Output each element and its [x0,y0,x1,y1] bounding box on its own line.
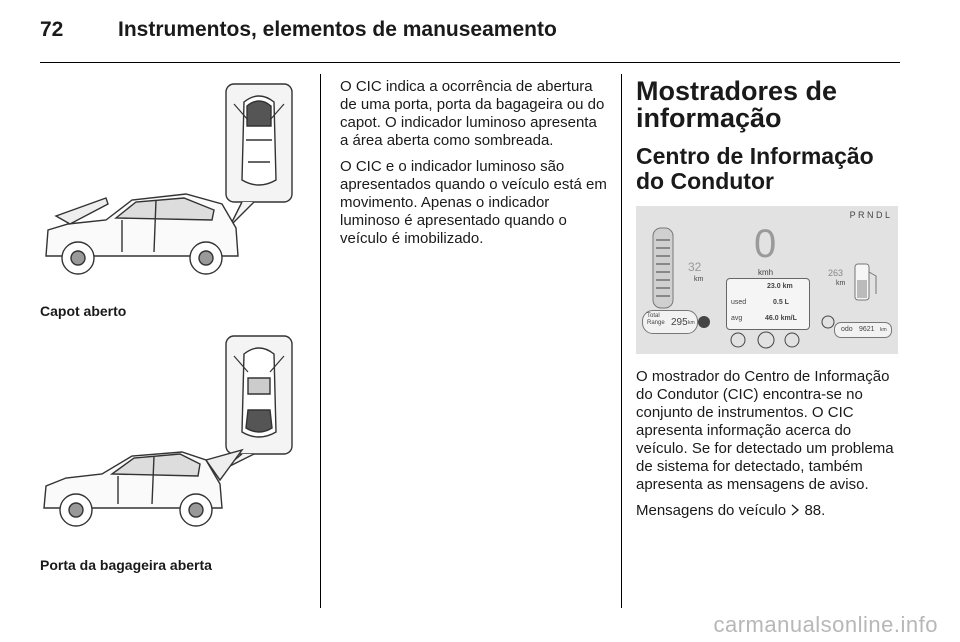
total-range-value: 295 [671,317,688,328]
vehicle-messages-reference [636,502,906,520]
page-title: Instrumentos, elementos de manuseamento [118,18,557,41]
traction-control-icon [731,333,745,347]
speed-unit: kmh [758,268,774,277]
section-heading: Mostradores de informação [636,76,838,133]
top-rule [40,62,900,63]
speed-value: 0 [754,222,777,266]
engine-icon [822,316,834,328]
average-value: 46.0 km/L [765,315,797,322]
average-label: avg [731,315,743,322]
fuel-range-value: 263 [828,268,844,278]
page-number: 72 [40,18,64,41]
paragraph-door-indication: O CIC indica a ocorrência de abertura de uma porta, porta da bagageira ou do capot. O indicador luminoso apresenta a área aberta como sombreada. [340,78,605,149]
caption-trunk-open: Porta da bagageira aberta [40,557,212,573]
reference-text: Mensagens do veículo [636,502,787,519]
watermark: carmanualsonline.info [713,612,938,637]
middle-column-text [340,78,608,256]
stability-control-icon [758,332,774,348]
odometer-label: odo [841,326,853,333]
column-divider-left [320,74,321,608]
odometer-badge [834,322,892,338]
column-divider-right [621,74,622,608]
battery-warning-icon [698,316,710,328]
total-range-badge [642,310,698,334]
fuel-used-label: used [731,299,747,306]
brake-warning-icon [785,333,799,347]
driver-information-center-display [636,206,898,354]
page-reference-arrow-icon [790,504,800,516]
fuel-range-unit: km [836,280,846,287]
electric-range-unit: km [694,276,704,283]
total-range-label: Total Range [647,313,665,326]
trip-distance: 23.0 km [767,283,793,290]
subsection-heading: Centro de Informação do Condutor [636,143,874,194]
paragraph-display-when-moving: O CIC e o indicador luminoso são apresentados quando o veículo está em movimento. Apenas o indicador luminoso é apresentado quando o veículo é imobilizado. [340,158,607,247]
cic-description-paragraph: O mostrador do Centro de Informação do Condutor (CIC) encontra-se no conjunto de instrumentos. O CIC apresenta informação acerca do veículo. Se for detectado um problema de sistema for detectado, também apresenta as mensagens de aviso. [636,368,894,493]
right-column [636,78,906,528]
fuel-used-value: 0.5 L [773,299,789,306]
gear-selector-indicator: P R N D L [849,210,890,220]
battery-gauge [650,226,676,310]
odometer-value: 9621 [859,326,875,333]
trunk-open-illustration [36,330,298,540]
total-range-unit: km [688,320,695,326]
reference-page: 88. [804,502,826,519]
caption-hood-open: Capot aberto [40,303,127,319]
hood-open-illustration [36,80,298,288]
electric-range-value: 32 [688,260,702,274]
fuel-gauge [852,258,880,306]
odometer-unit: km [880,327,887,333]
warning-lights-row [698,312,838,352]
